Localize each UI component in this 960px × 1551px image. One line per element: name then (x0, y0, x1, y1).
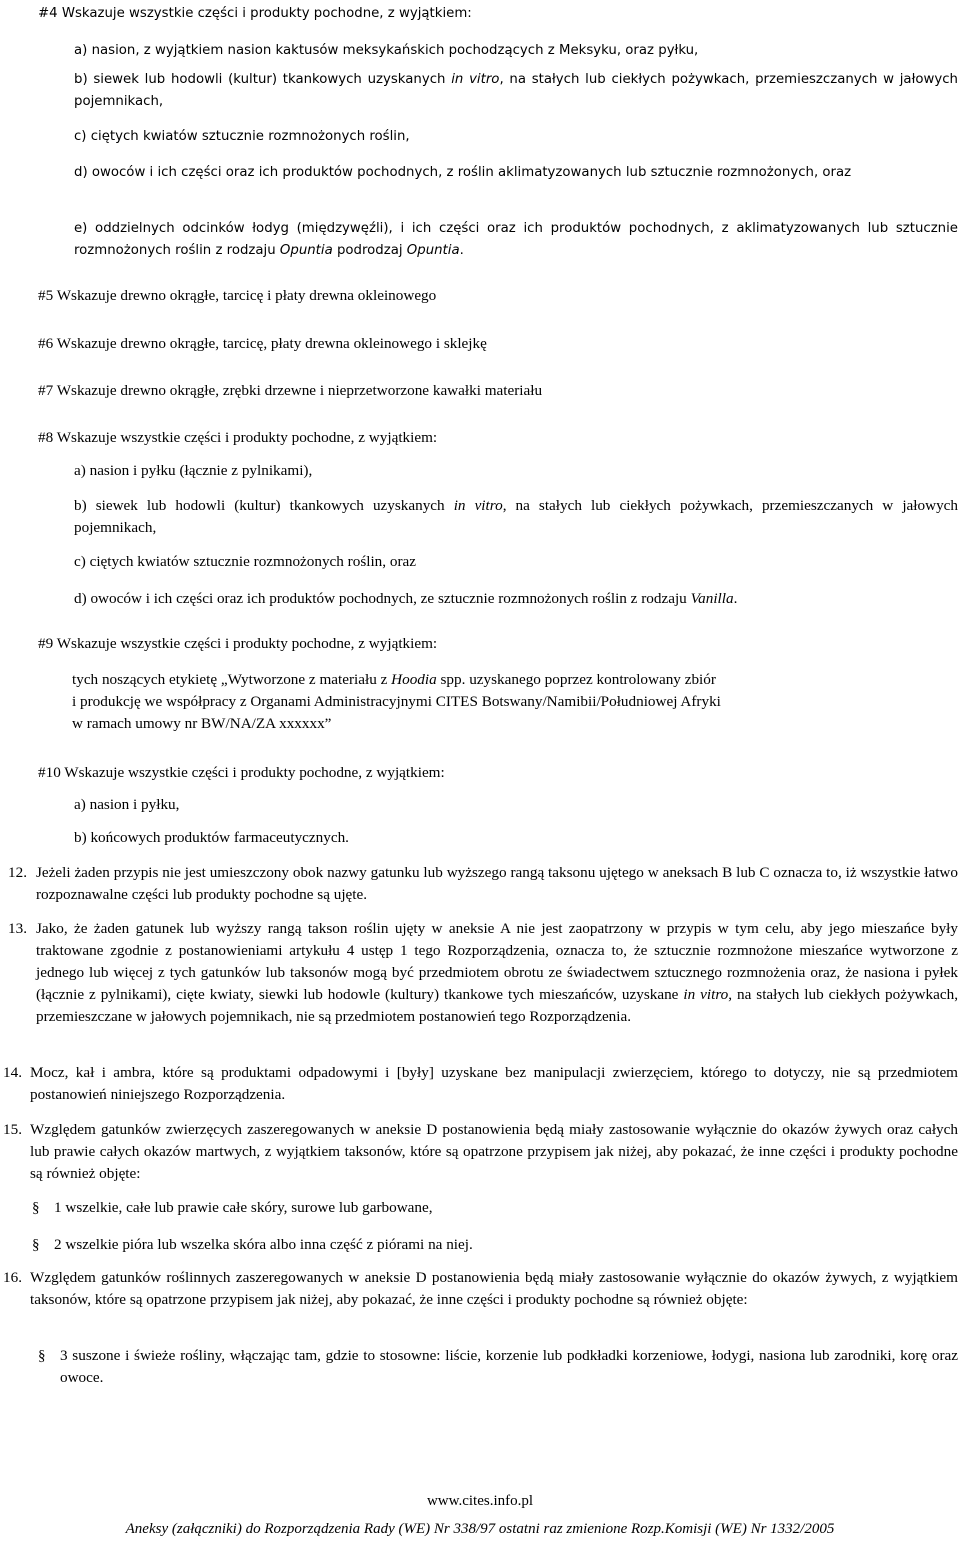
annotation-6: #6 Wskazuje drewno okrągłe, tarcicę, płaty drewna okleinowego i sklejkę (38, 335, 487, 352)
annotation-7: #7 Wskazuje drewno okrągłe, zrębki drzewne i nieprzetworzone kawałki materiału (38, 382, 543, 399)
annotation-9-line-2: i produkcję we współpracy z Organami Administracyjnymi CITES Botswany/Namibii/Południowej Afryki (72, 693, 721, 710)
note-14-number: 14. (3, 1064, 22, 1081)
annotation-8-heading: #8 Wskazuje wszystkie części i produkty pochodne, z wyjątkiem: (38, 429, 438, 446)
note-15-number: 15. (3, 1121, 22, 1138)
section-bullet-icon: § (32, 1200, 40, 1216)
note-13-text: Jako, że żaden gatunek lub wyższy rangą takson roślin ujęty w aneksie A nie jest zaopatrzony w przypis w tym celu, aby jego mieszańce były traktowane zgodnie z postanowieniami artykułu 4 ustęp 1 tego Rozporządzenia, oznacza to, że sztucznie rozmnożone mieszańce wytworzone z jednego lub więcej z tych gatunków lub taksonów mogą być przedmiotem obrotu ze świadectwem sztucznego rozmnożenia oraz, że nasiona i pyłek (łącznie z pylnikami), cięte kwiaty, siewki lub hodowle (kultury) tkankowe tych mieszańców, uzyskane in vitro, na stałych lub ciekłych pożywkach, przemieszczane w jałowych pojemnikach, nie są przedmiotem postanowień tego Rozporządzenia. (36, 920, 958, 1025)
annotation-9-line-3: w ramach umowy nr BW/NA/ZA xxxxxx” (72, 715, 332, 732)
note-16-text: Względem gatunków roślinnych zaszeregowanych w aneksie D postanowienia będą miały zastosowanie wyłącznie do okazów żywych, z wyjątkiem taksonów, które są opatrzone przypisem jak niżej, aby pokazać, że inne części i produkty pochodne są również objęte: (30, 1269, 958, 1308)
note-12-number: 12. (8, 864, 27, 881)
note-15-text: Względem gatunków zwierzęcych zaszeregowanych w aneksie D postanowienia będą miały zastosowanie wyłącznie do okazów żywych oraz całych lub prawie całych okazów martwych, z wyjątkiem taksonów, które są opatrzone przypisem jak niżej, aby pokazać, że inne części i produkty pochodne są również objęte: (30, 1121, 958, 1182)
annotation-9-line-1: tych noszących etykietę „Wytworzone z materiału z Hoodia spp. uzyskanego poprzez kontrolowany zbiór (72, 671, 716, 688)
note-13 (8, 918, 958, 1028)
footer-title: Aneksy (załączniki) do Rozporządzenia Rady (WE) Nr 338/97 ostatni raz zmienione Rozp.Komisji (WE) Nr 1332/2005 (125, 1521, 835, 1537)
annotation-8-item-d: d) owoców i ich części oraz ich produktów pochodnych, ze sztucznie rozmnożonych roślin z rodzaju Vanilla. (74, 590, 738, 607)
note-14-text: Mocz, kał i ambra, które są produktami odpadowymi i [były] uzyskane bez manipulacji zwierzęciem, którego to dotyczy, nie są przedmiotem postanowień niniejszego Rozporządzenia. (30, 1064, 958, 1103)
section-bullet-icon: § (38, 1348, 46, 1364)
annotation-10-heading: #10 Wskazuje wszystkie części i produkty pochodne, z wyjątkiem: (38, 764, 445, 781)
note-15-bullet-1: § 1 wszelkie, całe lub prawie całe skóry, surowe lub garbowane, (32, 1197, 958, 1219)
annotation-4-item-c: c) ciętych kwiatów sztucznie rozmnożonych roślin, (74, 129, 410, 144)
annotation-5: #5 Wskazuje drewno okrągłe, tarcicę i płaty drewna okleinowego (38, 287, 437, 304)
annotation-10-item-b: b) końcowych produktów farmaceutycznych. (74, 829, 349, 846)
annotation-8-item-c: c) ciętych kwiatów sztucznie rozmnożonych roślin, oraz (74, 553, 417, 570)
annotation-10-item-a: a) nasion i pyłku, (74, 796, 180, 813)
note-12 (8, 862, 958, 906)
note-15 (3, 1119, 958, 1185)
annotation-4-item-e: e) oddzielnych odcinków łodyg (międzywęźli), i ich części oraz ich produktów pochodnych, z aklimatyzowanych lub sztucznie rozmnożonych roślin z rodzaju Opuntia podrodzaj Opuntia. (74, 221, 958, 258)
note-16-bullet-3: § 3 suszone i świeże rośliny, włączając tam, gdzie to stosowne: liście, korzenie lub podkładki korzeniowe, łodygi, nasiona lub zarodniki, korę oraz owoce. (38, 1345, 958, 1389)
section-bullet-icon: § (32, 1237, 40, 1253)
note-16 (3, 1267, 958, 1311)
annotation-4-item-b: b) siewek lub hodowli (kultur) tkankowych uzyskanych in vitro, na stałych lub ciekłych pożywkach, przemieszczanych w jałowych pojemnikach, (74, 72, 958, 109)
note-12-text: Jeżeli żaden przypis nie jest umieszczony obok nazwy gatunku lub wyższego rangą taksonu ujętego w aneksach B lub C oznacza to, iż wszystkie łatwo rozpoznawalne części lub produkty pochodne są ujęte. (36, 864, 958, 903)
annotation-4-heading: #4 Wskazuje wszystkie części i produkty pochodne, z wyjątkiem: (38, 6, 472, 21)
annotation-8-item-a: a) nasion i pyłku (łącznie z pylnikami), (74, 462, 313, 479)
note-15-bullet-2: § 2 wszelkie pióra lub wszelka skóra albo inna część z piórami na niej. (32, 1234, 958, 1256)
annotation-9-heading: #9 Wskazuje wszystkie części i produkty pochodne, z wyjątkiem: (38, 635, 438, 652)
annotation-4-item-a: a) nasion, z wyjątkiem nasion kaktusów meksykańskich pochodzących z Meksyku, oraz pyłku, (74, 43, 699, 58)
annotation-4-item-d: d) owoców i ich części oraz ich produktów pochodnych, z roślin aklimatyzowanych lub sztucznie rozmnożonych, oraz (74, 165, 852, 180)
annotation-8-item-b: b) siewek lub hodowli (kultur) tkankowych uzyskanych in vitro, na stałych lub ciekłych pożywkach, przemieszczanych w jałowych pojemnikach, (74, 497, 958, 536)
footer-url: www.cites.info.pl (426, 1493, 534, 1509)
note-14 (3, 1062, 958, 1106)
note-16-number: 16. (3, 1269, 22, 1286)
note-13-number: 13. (8, 920, 27, 937)
